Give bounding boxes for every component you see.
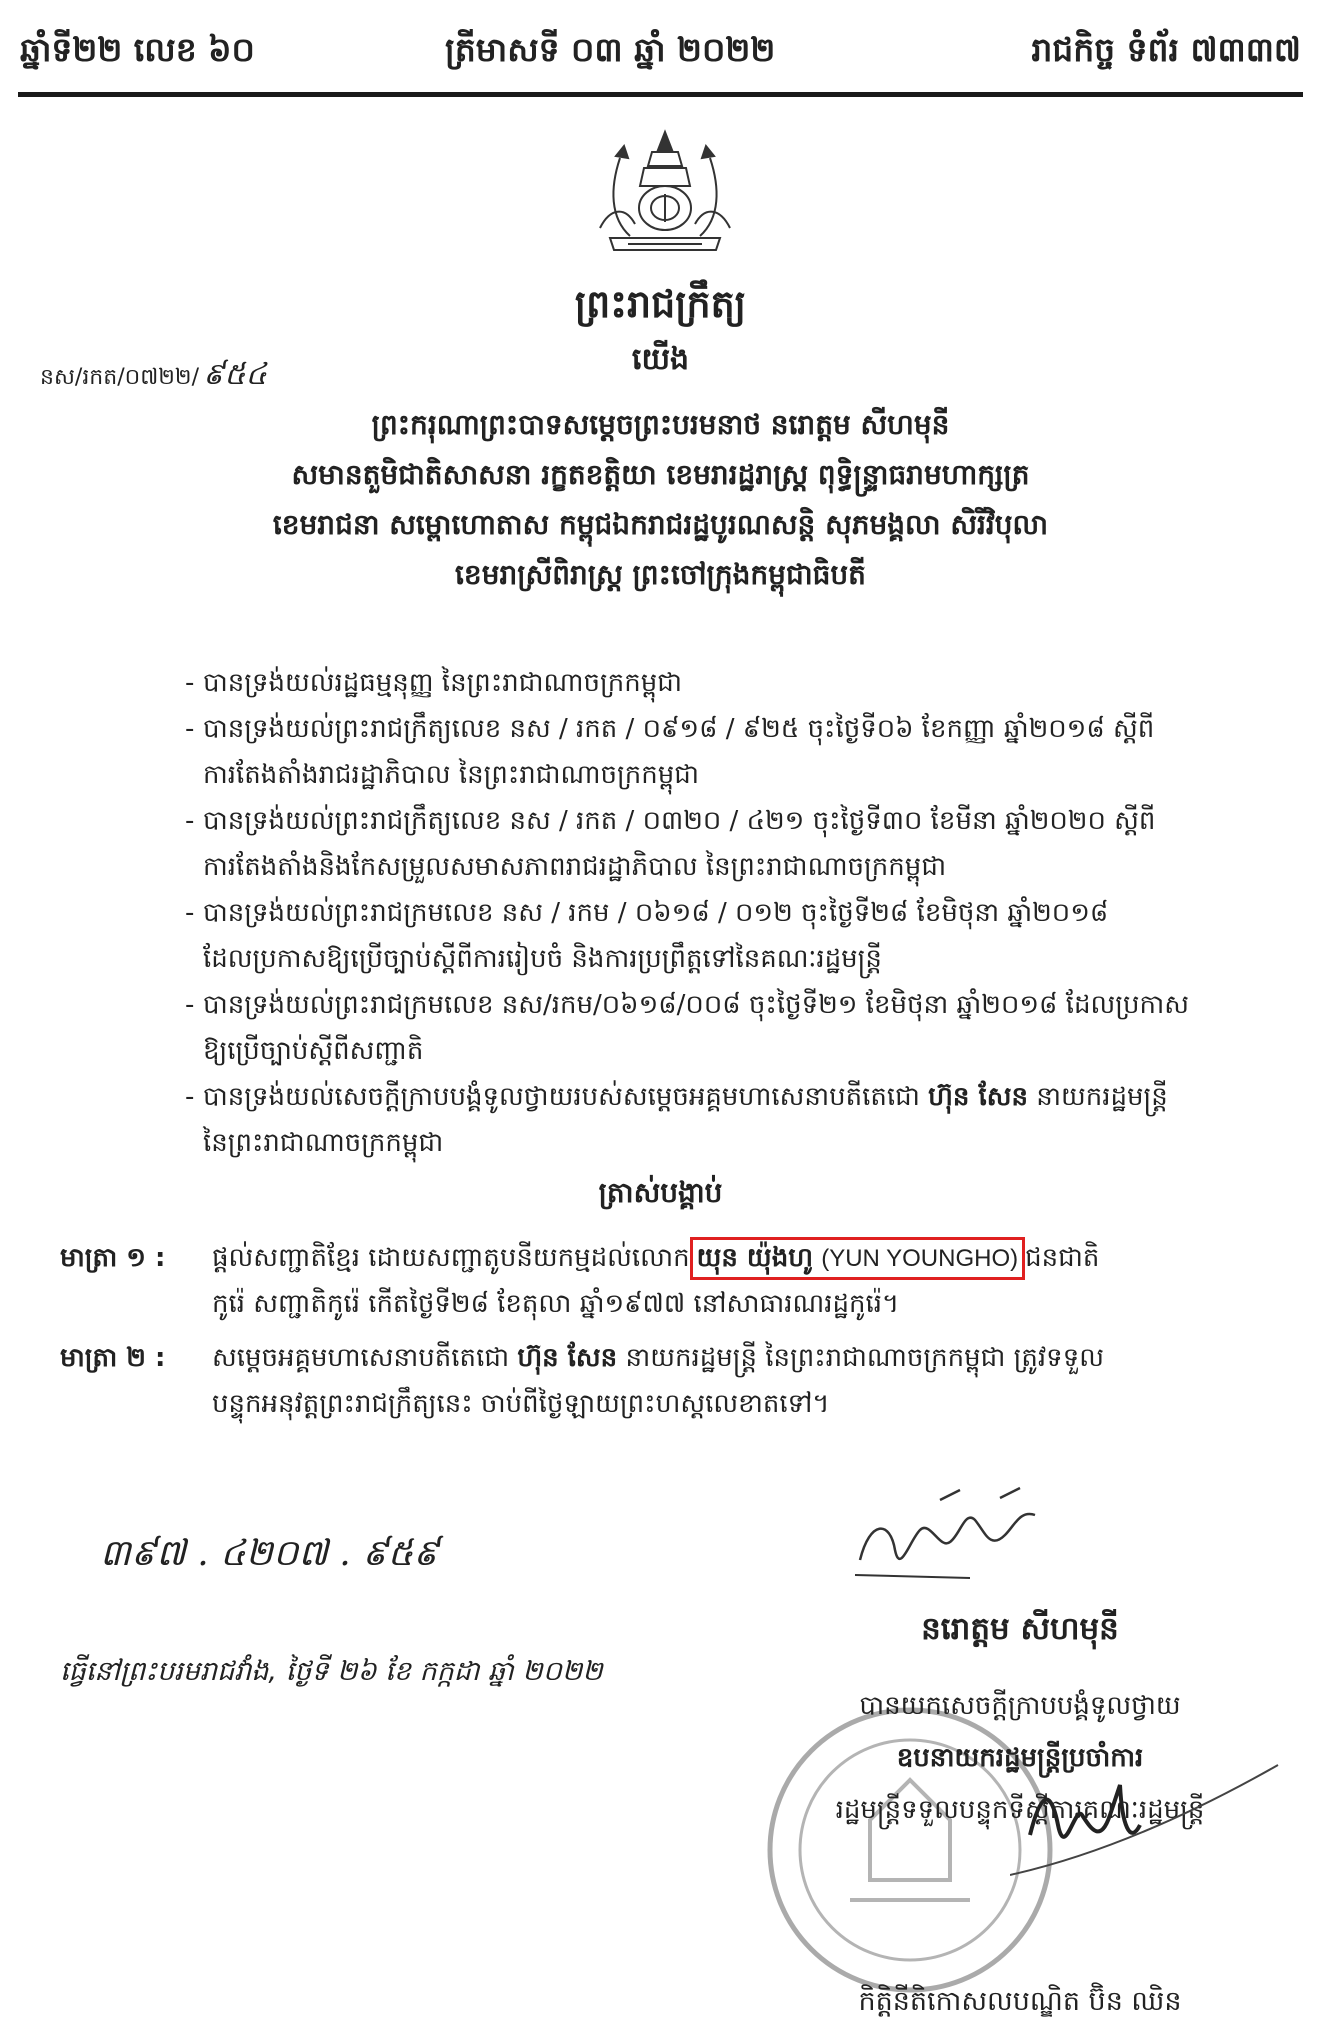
royal-title-line: ខេមរាជនា សម្ពោហោតាស កម្ពុជឯករាជរដ្ឋបូរណសន្តិ សុភមង្គលា សិរីវិបុលា — [272, 508, 1049, 541]
header-rule — [18, 92, 1303, 97]
article-2: មាត្រា ២ : សម្តេចអគ្គមហាសេនាបតីតេជោ ហ៊ុន សែន នាយករដ្ឋមន្ត្រី នៃព្រះរាជាណាចក្រកម្ពុជា ត្រូវទទួល បន្ទុកអនុវត្តព្រះរាជក្រឹត្យនេះ ចាប់ពីថ្ងៃឡាយព្រះហស្តលេខាតទៅ។ — [60, 1335, 1270, 1427]
handwritten-registration-code: ៣៩៧ . ៤២០៧ . ៩៥៩ — [100, 1533, 439, 1574]
countersign-line: រដ្ឋមន្ត្រីទទួលបន្ទុកទីស្តីការគណៈរដ្ឋមន្ត្រី — [835, 1795, 1205, 1825]
citation-item: - បានទ្រង់យល់ព្រះរាជក្រឹត្យលេខ នស / រកត / ០៣២០ / ៤២១ ចុះថ្ងៃទី៣០ ខែមីនា ឆ្នាំ២០២០ ស្តីពី ការតែងតាំងនិងកែសម្រួលសមាសភាពរាជរដ្ឋាភិបាល នៃព្រះរាជាណាចក្រកម្ពុជា — [185, 806, 1156, 882]
citation-item: - បានទ្រង់យល់ព្រះរាជក្រមលេខ នស / រកម / ០៦១៨ / ០១២ ចុះថ្ងៃទី២៨ ខែមិថុនា ឆ្នាំ២០១៨ ដែលប្រកាសឱ្យប្រើច្បាប់ស្តីពីការរៀបចំ និងការប្រព្រឹត្តទៅនៃគណៈរដ្ឋមន្ត្រី — [185, 898, 1109, 974]
king-signature-icon — [850, 1480, 1050, 1590]
citations-list — [185, 660, 1235, 1166]
royal-title-line: ខេមរាស្រីពិរាស្ត្រ ព្រះចៅក្រុងកម្ពុជាធិបតី — [455, 558, 866, 591]
royal-emblem-icon — [580, 128, 750, 256]
person-name-khmer: យុន យ៉ុងហូ — [696, 1243, 813, 1273]
royal-titles — [0, 400, 1321, 600]
citation-item: - បានទ្រង់យល់ព្រះរាជក្រឹត្យលេខ នស / រកត / ០៩១៨ / ៩២៥ ចុះថ្ងៃទី០៦ ខែកញ្ញា ឆ្នាំ២០១៨ ស្តីពី ការតែងតាំងរាជរដ្ឋាភិបាល នៃព្រះរាជាណាចក្រកម្ពុជា — [185, 714, 1155, 790]
signature-area — [760, 1480, 1280, 2040]
document-title: ព្រះរាជក្រឹត្យ — [574, 281, 747, 326]
decrees-heading: ត្រាស់បង្គាប់ — [598, 1176, 723, 1209]
article-label: មាត្រា ២ : — [60, 1343, 166, 1373]
countersign-line: បានយកសេចក្តីក្រាបបង្គំទូលថ្វាយ — [859, 1691, 1181, 1721]
king-name: នរោត្តម សីហមុនី — [921, 1611, 1119, 1647]
pm-name-bold: ហ៊ុន សែន — [517, 1343, 618, 1373]
reference-prefix: នស/រកត/០៧២២/ — [40, 365, 199, 390]
article-1: មាត្រា ១ : ផ្តល់សញ្ជាតិខ្មែរ ដោយសញ្ជាតូបនីយកម្មដល់លោក យុន យ៉ុងហូ (YUN YOUNGHO) ជនជាតិ កូរ៉េ សញ្ជាតិកូរ៉េ កើតថ្ងៃទី២៨ ខែតុលា ឆ្នាំ១៩៧៧ នៅសាធារណរដ្ឋកូរ៉េ។ — [60, 1235, 1270, 1327]
header-year-issue: ឆ្នាំទី២២ លេខ ៦០ — [20, 30, 255, 69]
place-and-date: ធ្វើនៅព្រះបរមរាជវាំង, ថ្ងៃទី ២៦ ខែ កក្កដា ឆ្នាំ ២០២២ — [60, 1656, 603, 1687]
citation-item: - បានទ្រង់យល់រដ្ឋធម្មនុញ្ញ នៃព្រះរាជាណាចក្រកម្ពុជា — [185, 668, 683, 698]
person-name-latin: (YUN YOUNGHO) — [821, 1245, 1019, 1272]
header-quarter: ត្រីមាសទី ០៣ ឆ្នាំ ២០២២ — [445, 30, 776, 69]
header-page-number: រាជកិច្ច ទំព័រ ៧៣៣៧ — [1031, 30, 1301, 69]
royal-title-line: សមានតួមិជាតិសាសនា រក្ខតខត្តិយា ខេមរារដ្ឋរាស្ត្រ ពុទ្ធិន្ទ្រាធរាមហាក្សត្រ — [291, 458, 1030, 491]
pm-signature-icon — [1010, 1745, 1280, 1895]
article-label: មាត្រា ១ : — [60, 1243, 166, 1273]
citation-item: - បានទ្រង់យល់ព្រះរាជក្រមលេខ នស/រកម/០៦១៨/០០៨ ចុះថ្ងៃទី២១ ខែមិថុនា ឆ្នាំ២០១៨ ដែលប្រកាស ឱ្យប្រើច្បាប់ស្តីពីសញ្ជាតិ — [185, 990, 1189, 1066]
countersign-title: ឧបនាយករដ្ឋមន្ត្រីប្រចាំការ — [896, 1743, 1144, 1773]
highlighted-name-box — [690, 1237, 1026, 1280]
we-heading: យើង — [631, 342, 690, 377]
royal-title-line: ព្រះករុណាព្រះបាទសម្តេចព្រះបរមនាថ នរោត្តម សីហមុនី — [371, 408, 950, 441]
gazette-header — [20, 30, 1301, 90]
countersigner-name: កិត្តិនីតិកោសលបណ្ឌិត ប៊ិន ឈិន — [858, 1986, 1182, 2017]
pm-name-bold: ហ៊ុន សែន — [928, 1082, 1028, 1112]
citation-item: - បានទ្រង់យល់សេចក្តីក្រាបបង្គំទូលថ្វាយរបស់សម្តេចអគ្គមហាសេនាបតីតេជោ ហ៊ុន សែន នាយករដ្ឋមន្ត្រី នៃព្រះរាជាណាចក្រកម្ពុជា — [185, 1082, 1168, 1158]
reference-number: ៩៥៤ — [202, 357, 267, 392]
